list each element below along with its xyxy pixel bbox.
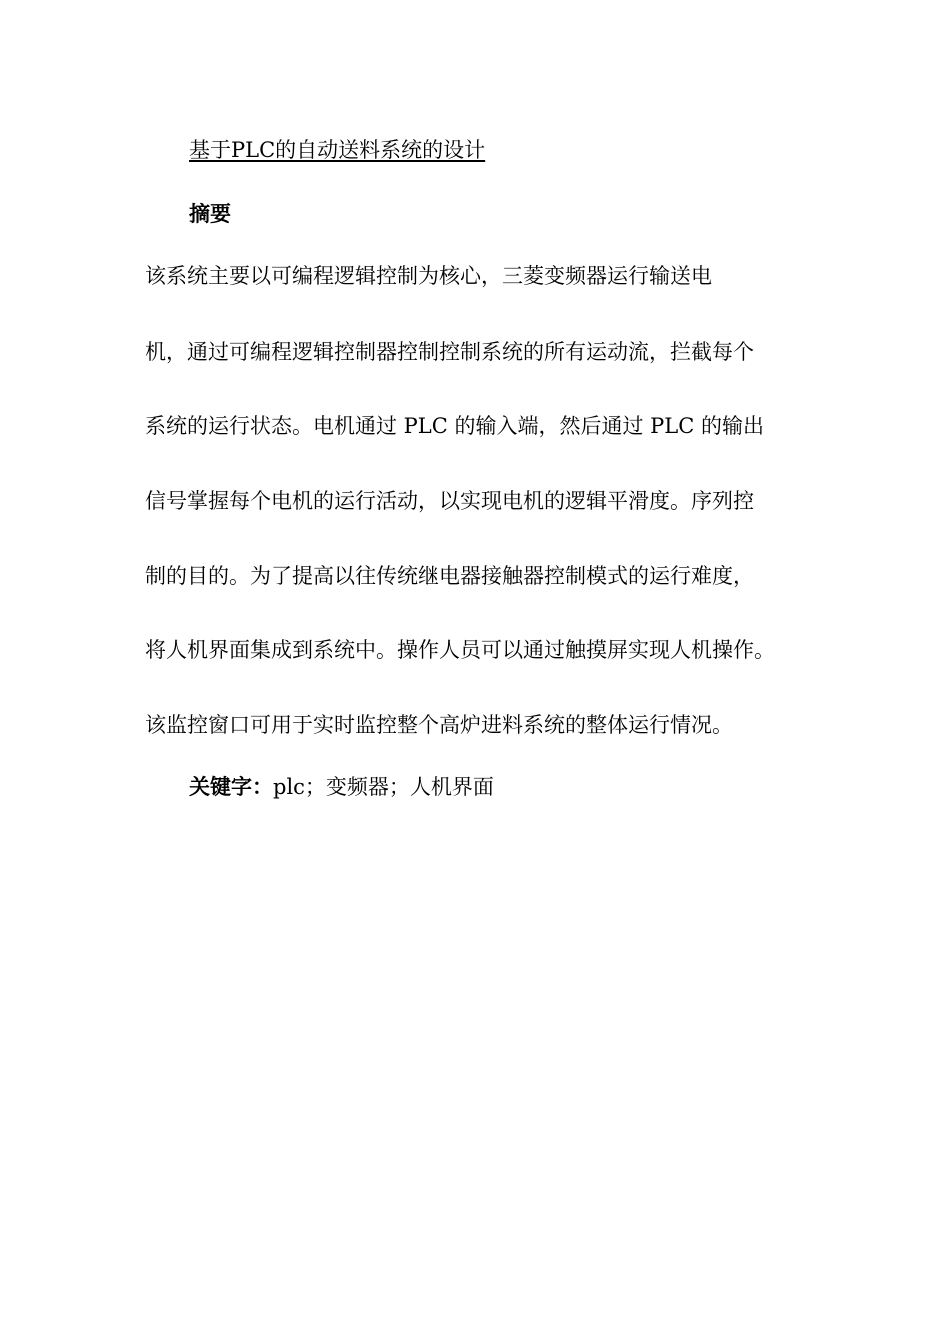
- keywords-label: 关键字：: [189, 775, 273, 799]
- abstract-line: 该监控窗口可用于实时监控整个高炉进料系统的整体运行情况。: [145, 713, 733, 737]
- abstract-heading: 摘要: [189, 202, 231, 226]
- keywords: [189, 773, 494, 801]
- abstract-line: 机，通过可编程逻辑控制器控制控制系统的所有运动流，拦截每个: [145, 340, 754, 364]
- abstract-line: 将人机界面集成到系统中。操作人员可以通过触摸屏实现人机操作。: [145, 638, 775, 662]
- abstract-line: 制的目的。为了提高以往传统继电器接触器控制模式的运行难度，: [145, 564, 754, 588]
- abstract-line: 系统的运行状态。电机通过 PLC 的输入端，然后通过 PLC 的输出: [145, 414, 764, 438]
- abstract-line: 该系统主要以可编程逻辑控制为核心，三菱变频器运行输送电: [145, 264, 712, 288]
- keywords-value: plc；变频器；人机界面: [273, 775, 494, 799]
- abstract-line: 信号掌握每个电机的运行活动，以实现电机的逻辑平滑度。序列控: [145, 489, 754, 513]
- document-title: 基于PLC的自动送料系统的设计: [189, 138, 486, 162]
